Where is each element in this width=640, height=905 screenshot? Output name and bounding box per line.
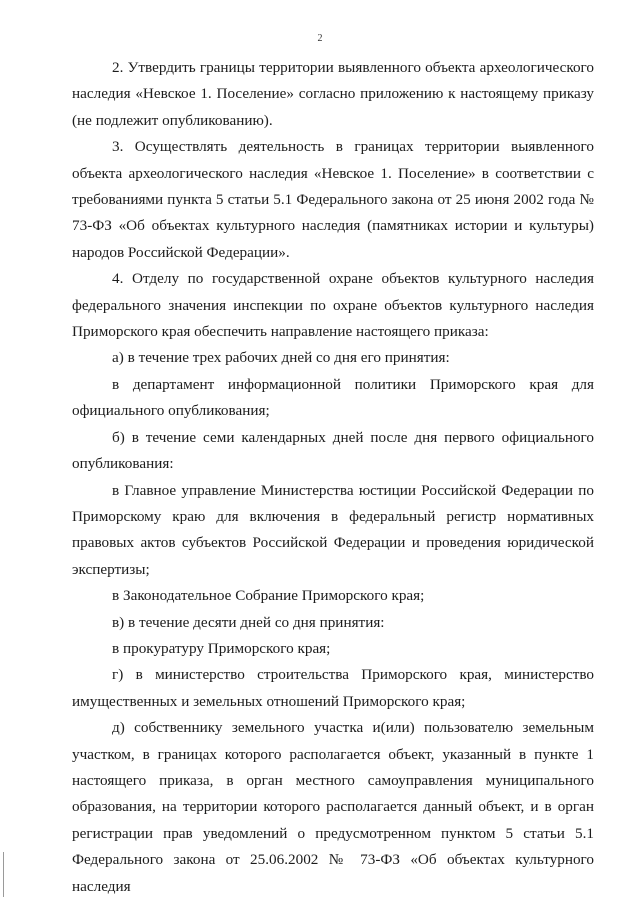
paragraph-4d: д) собственнику земельного участка и(или) пользователю земельным участком, в границах которого располагается объект, указанный в пункте 1 настоящего приказа, в орган местного самоуправления муниципального образования, на территории которого располагается данный объект, и в орган регистрации прав уведомлений о предусмотренном пунктом 5 статьи 5.1 Федерального закона от 25.06.2002 № 73-ФЗ «Об объектах культурного наследия — [72, 719, 594, 895]
document-body — [72, 55, 594, 900]
paragraph-4a-item-1: в департамент информационной политики Приморского края для официального опубликования; — [72, 375, 594, 420]
paragraph-2: 2. Утвердить границы территории выявленного объекта археологического наследия «Невское 1. Поселение» согласно приложению к настоящему приказу (не подлежит опубликованию). — [72, 59, 594, 129]
paragraph-4b-item-2: в Законодательное Собрание Приморского края; — [112, 587, 425, 605]
scan-edge-mark — [3, 852, 4, 897]
paragraph-4v-item-1: в прокуратуру Приморского края; — [112, 639, 331, 657]
paragraph-4b-item-1: в Главное управление Министерства юстиции Российской Федерации по Приморскому краю для включения в федеральный регистр нормативных правовых актов субъектов Российской Федерации и проведения юридической экспертизы; — [72, 481, 594, 578]
paragraph-3: 3. Осуществлять деятельность в границах территории выявленного объекта археологического наследия «Невское 1. Поселение» в соответствии с требованиями пункта 5 статьи 5.1 Федерального закона от 25 июня 2002 года № 73-ФЗ «Об объектах культурного наследия (памятниках истории и культуры) народов Российской Федерации». — [72, 138, 594, 261]
page-number: 2 — [317, 33, 323, 44]
paragraph-4g: г) в министерство строительства Приморского края, министерство имущественных и земельных отношений Приморского края; — [72, 666, 594, 710]
paragraph-4a: а) в течение трех рабочих дней со дня его принятия: — [112, 349, 450, 367]
paragraph-4: 4. Отделу по государственной охране объектов культурного наследия федерального значения инспекции по охране объектов культурного наследия Приморского края обеспечить направление настоящего приказа: — [72, 270, 594, 341]
paragraph-4b: б) в течение семи календарных дней после дня первого официального опубликования: — [72, 428, 594, 473]
paragraph-4v: в) в течение десяти дней со дня принятия: — [112, 613, 385, 631]
